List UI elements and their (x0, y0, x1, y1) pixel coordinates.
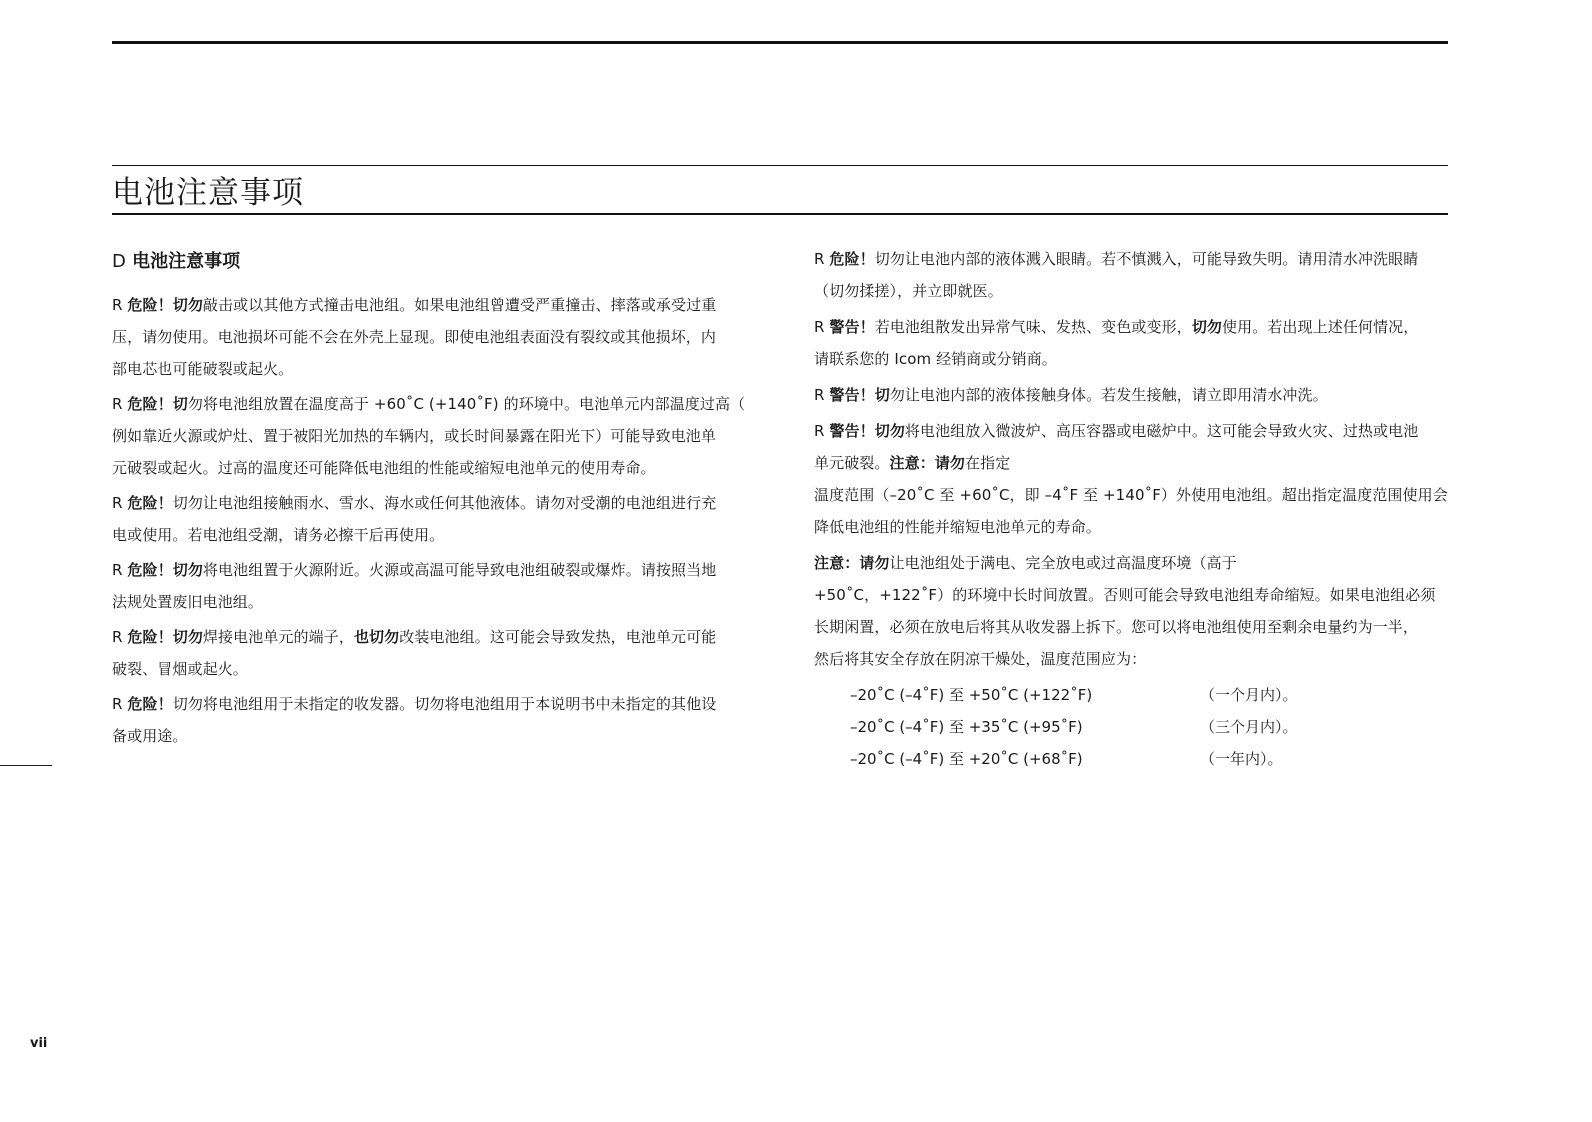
text-line (814, 243, 1454, 275)
title-rule-top (112, 165, 1448, 166)
storage-duration: （一个月内）。 (1200, 686, 1298, 704)
text-line (112, 621, 752, 653)
warning-label: 危险！ (127, 395, 173, 413)
body-text: 切勿让电池组接触雨水、雪水、海水或任何其他液体。请勿对受潮的电池组进行充 (172, 494, 717, 512)
body-text: 电或使用。若电池组受潮，请务必擦干后再使用。 (112, 526, 445, 544)
emphasis-text: 注意：请勿 (814, 554, 890, 572)
text-line (814, 511, 1454, 543)
page-title: 电池注意事项 (112, 175, 304, 211)
warning-label: 危险！ (127, 494, 173, 512)
body-text: 元破裂或起火。过高的温度还可能降低电池组的性能或缩短电池单元的使用寿命。 (112, 459, 656, 477)
warning-marker: R (112, 296, 123, 314)
emphasis-text: 注意：请勿 (889, 454, 966, 472)
body-text: 切勿将电池组用于未指定的收发器。切勿将电池组用于本说明书中未指定的其他设 (172, 695, 717, 713)
body-text: 使用。若出现上述任何情况， (1222, 318, 1419, 336)
warning-marker: R (814, 250, 825, 268)
body-text: 勿让电池内部的液体接触身体。若发生接触，请立即用清水冲洗。 (889, 386, 1328, 404)
warning-item (112, 554, 752, 618)
text-line (814, 547, 1454, 579)
warning-label: 危险！ (127, 561, 173, 579)
body-text: 勿将电池组放置在温度高于 +60˚C (+140˚F) 的环境中。电池单元内部温度过高（ (187, 395, 746, 413)
body-text: 请联系您的 Icom 经销商或分销商。 (814, 350, 1057, 368)
warning-item (814, 311, 1454, 375)
emphasis-text: 也切勿 (353, 628, 400, 646)
body-text: 法规处置废旧电池组。 (112, 593, 264, 611)
text-line (814, 379, 1454, 411)
body-text: 若电池组散发出异常气味、发热、变色或变形， (874, 318, 1192, 336)
text-line (112, 519, 752, 551)
body-text: 将电池组置于火源附近。火源或高温可能导致电池组破裂或爆炸。请按照当地 (202, 561, 717, 579)
warning-marker: R (814, 386, 825, 404)
body-text: 温度范围（–20˚C 至 +60˚C，即 –4˚F 至 +140˚F）外使用电池组。超出指定温度范围使用会 (814, 486, 1448, 504)
warning-item (814, 547, 1454, 579)
warning-label: 警告！ (829, 386, 875, 404)
emphasis-text: 切勿 (874, 422, 905, 440)
text-line (112, 321, 752, 353)
text-line (112, 554, 752, 586)
text-line (814, 311, 1454, 343)
warning-marker: R (112, 561, 123, 579)
page-number: vii (30, 1036, 48, 1051)
body-text: 敲击或以其他方式撞击电池组。如果电池组曾遭受严重撞击、摔落或承受过重 (202, 296, 717, 314)
warning-item (112, 388, 752, 484)
text-line (814, 415, 1454, 447)
body-text: 改装电池组。这可能会导致发热，电池单元可能 (399, 628, 717, 646)
warning-label: 危险！ (127, 695, 173, 713)
warning-item (814, 579, 1454, 675)
storage-duration: （三个月内）。 (1200, 718, 1298, 736)
section-heading-marker: D (112, 251, 126, 272)
emphasis-text: 切勿 (172, 296, 203, 314)
text-line (814, 643, 1454, 675)
storage-duration: （一年内）。 (1200, 750, 1283, 768)
body-text: 长期闲置，必须在放电后将其从收发器上拆下。您可以将电池组使用至剩余电量约为一半， (814, 618, 1419, 636)
warning-label: 危险！ (127, 628, 173, 646)
warning-item (112, 621, 752, 685)
left-column (112, 248, 752, 755)
warning-label: 危险！ (829, 250, 875, 268)
warning-item (112, 289, 752, 385)
body-text: 部电芯也可能破裂或起火。 (112, 360, 294, 378)
storage-range: –20˚C (–4˚F) 至 +35˚C (+95˚F) (850, 718, 1083, 736)
warning-label: 警告！ (829, 422, 875, 440)
text-line (112, 586, 752, 618)
warning-marker: R (814, 422, 825, 440)
warning-label: 危险！ (127, 296, 173, 314)
body-text: 备或用途。 (112, 727, 188, 745)
body-text: 例如靠近火源或炉灶、置于被阳光加热的车辆内，或长时间暴露在阳光下）可能导致电池单 (112, 427, 717, 445)
body-text: 在指定 (965, 454, 1011, 472)
warning-marker: R (112, 395, 123, 413)
warning-marker: R (112, 695, 123, 713)
text-line (112, 289, 752, 321)
warning-marker: R (112, 628, 123, 646)
body-text: +50˚C，+122˚F）的环境中长时间放置。否则可能会导致电池组寿命缩短。如果电池组必须 (814, 586, 1436, 604)
emphasis-text: 切勿 (172, 561, 203, 579)
emphasis-text: 切勿 (172, 628, 203, 646)
text-line (814, 447, 1454, 479)
body-text: 然后将其安全存放在阴凉干燥处，温度范围应为： (814, 650, 1147, 668)
warning-marker: R (814, 318, 825, 336)
text-line (814, 343, 1454, 375)
right-warning-list (814, 243, 1454, 675)
storage-temperature-list (814, 679, 1454, 775)
storage-range: –20˚C (–4˚F) 至 +20˚C (+68˚F) (850, 750, 1083, 768)
warning-item (814, 243, 1454, 307)
body-text: （切勿揉搓），并立即就医。 (814, 282, 1003, 300)
text-line (112, 487, 752, 519)
storage-row (814, 711, 1454, 743)
warning-item (814, 379, 1454, 411)
storage-range: –20˚C (–4˚F) 至 +50˚C (+122˚F) (850, 686, 1093, 704)
body-text: 压，请勿使用。电池损坏可能不会在外壳上显现。即使电池组表面没有裂纹或其他损坏，内 (112, 328, 717, 346)
emphasis-text: 切 (172, 395, 188, 413)
text-line (112, 420, 752, 452)
text-line (814, 275, 1454, 307)
emphasis-text: 切 (874, 386, 890, 404)
text-line (112, 388, 752, 420)
text-line (112, 720, 752, 752)
emphasis-text: 切勿 (1191, 318, 1223, 336)
title-rule-bottom (112, 213, 1448, 215)
warning-label: 警告！ (829, 318, 875, 336)
warning-item (112, 688, 752, 752)
warning-item (814, 479, 1454, 543)
top-rule (112, 41, 1448, 44)
storage-row (814, 743, 1454, 775)
text-line (112, 452, 752, 484)
warning-marker: R (112, 494, 123, 512)
right-column (814, 243, 1454, 775)
text-line (814, 611, 1454, 643)
text-line (814, 479, 1454, 511)
left-warning-list (112, 289, 752, 752)
body-text: 将电池组放入微波炉、高压容器或电磁炉中。这可能会导致火灾、过热或电池 (904, 422, 1419, 440)
storage-row (814, 679, 1454, 711)
body-text: 单元破裂。 (814, 454, 890, 472)
section-heading-text: 电池注意事项 (132, 251, 241, 272)
section-heading (112, 248, 752, 276)
text-line (112, 688, 752, 720)
text-line (112, 353, 752, 385)
body-text: 破裂、冒烟或起火。 (112, 660, 248, 678)
warning-item (814, 415, 1454, 479)
body-text: 切勿让电池内部的液体溅入眼睛。若不慎溅入，可能导致失明。请用清水冲洗眼睛 (874, 250, 1419, 268)
warning-item (112, 487, 752, 551)
margin-tick (0, 765, 52, 766)
body-text: 降低电池组的性能并缩短电池单元的寿命。 (814, 518, 1101, 536)
body-text: 焊接电池单元的端子， (202, 628, 354, 646)
body-text: 让电池组处于满电、完全放电或过高温度环境（高于 (889, 554, 1237, 572)
text-line (814, 579, 1454, 611)
text-line (112, 653, 752, 685)
